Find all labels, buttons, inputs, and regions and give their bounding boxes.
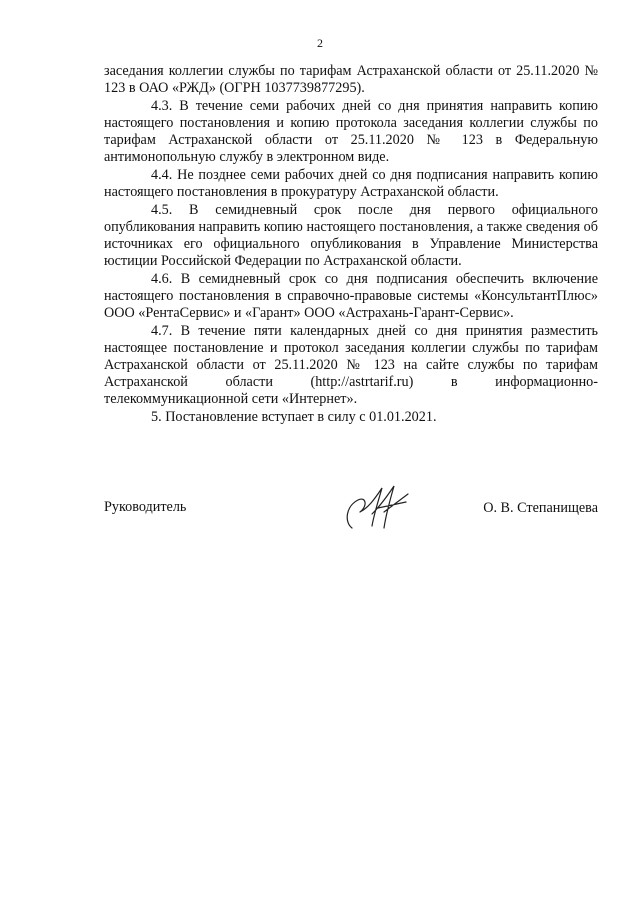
page-number: 2: [317, 36, 323, 50]
document-body: [104, 63, 598, 427]
paragraph-continuation: заседания коллегии службы по тарифам Астраханской области от 25.11.2020 № 123 в ОАО «РЖД» (ОГРН 1037739877295).: [104, 63, 598, 96]
paragraph-4-7: 4.7. В течение пяти календарных дней со дня принятия разместить настоящее постановление и протокол заседания коллегии службы по тарифам Астраханской области от 25.11.2020 № 123 на сайте службы по тарифам Астраханской области (http://astrtarif.ru) в информационно-телекоммуникационной сети «Интернет».: [104, 323, 598, 407]
paragraph-4-5: 4.5. В семидневный срок после дня первого официального опубликования направить копию настоящего постановления, а также сведения об источниках его официального опубликования в Управление Министерства юстиции Российской Федерации по Астраханской области.: [104, 202, 598, 269]
signatory-name: О. В. Степанищева: [483, 500, 598, 516]
paragraph-4-3: 4.3. В течение семи рабочих дней со дня принятия направить копию настоящего постановления и копию протокола заседания коллегии службы по тарифам Астраханской области от 25.11.2020 № 123 в Федеральную антимонопольную службу в электронном виде.: [104, 98, 598, 165]
signatory-title: Руководитель: [104, 499, 187, 515]
handwritten-signature: [338, 478, 418, 538]
paragraph-4-6: 4.6. В семидневный срок со дня подписания обеспечить включение настоящего постановления в справочно-правовые системы «КонсультантПлюс» ООО «РентаСервис» и «Гарант» ООО «Астрахань-Гарант-Сервис».: [104, 271, 598, 321]
signature-block: [104, 478, 598, 538]
paragraph-5: 5. Постановление вступает в силу с 01.01.2021.: [151, 409, 437, 425]
paragraph-4-4: 4.4. Не позднее семи рабочих дней со дня подписания направить копию настоящего постановления в прокуратуру Астраханской области.: [104, 167, 598, 200]
